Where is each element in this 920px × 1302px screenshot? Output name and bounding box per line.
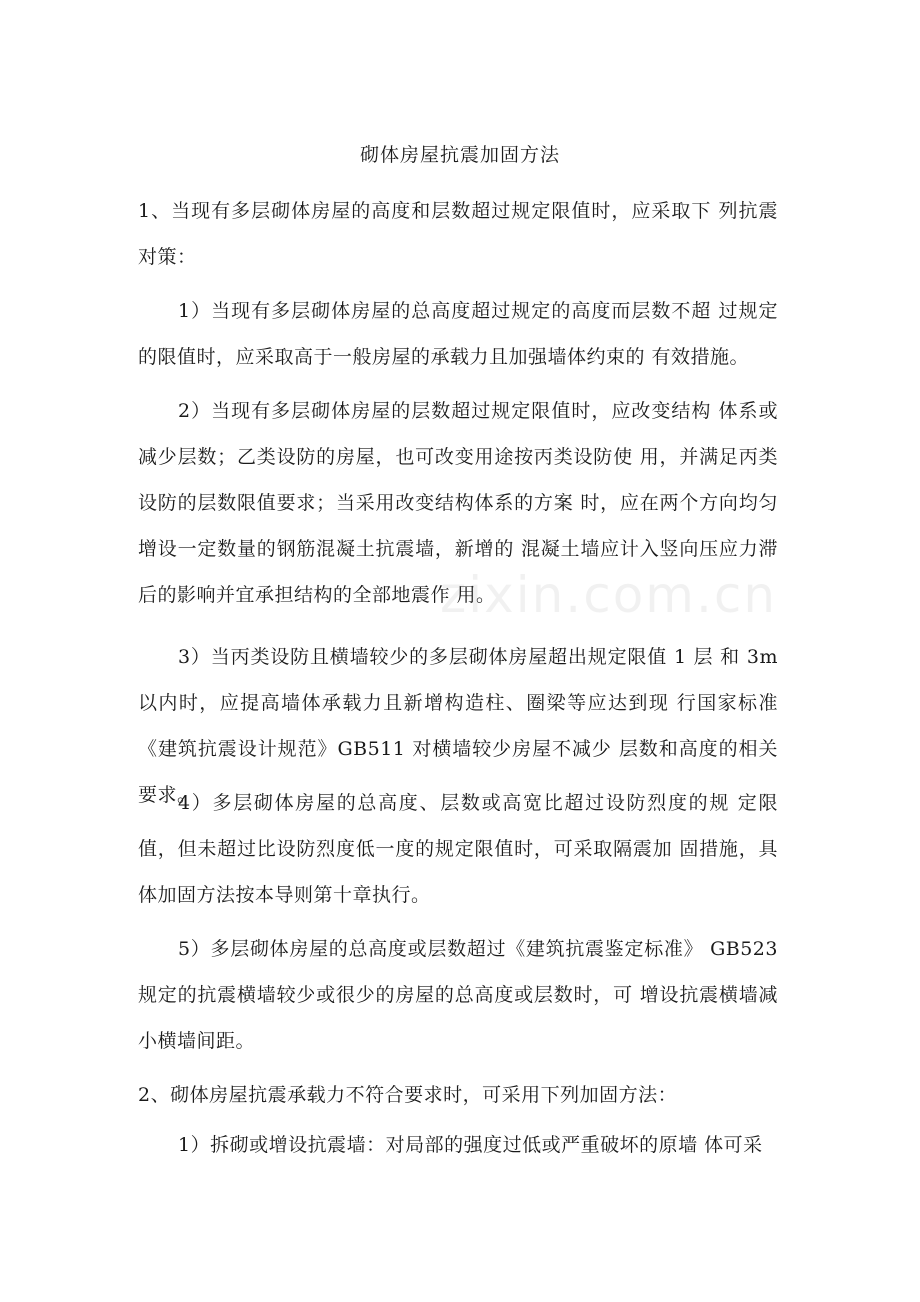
paragraph-8-text: 1）拆砌或增设抗震墙：对局部的强度过低或严重破坏的原墙 体可采 xyxy=(178,1134,763,1156)
paragraph-1-text: 1、当现有多层砌体房屋的高度和层数超过规定限值时，应采取下 列抗震对策： xyxy=(138,200,778,268)
paragraph-2-text: 1）当现有多层砌体房屋的总高度超过规定的高度而层数不超 过规定的限值时，应采取高于一般房屋的承载力且加强墙体约束的 有效措施。 xyxy=(138,300,778,368)
paragraph-3-text: 2）当现有多层砌体房屋的层数超过规定限值时，应改变结构 体系或减少层数；乙类设防的房屋，也可改变用途按丙类设防使 用，并满足丙类设防的层数限值要求；当采用改变结构体系的方案 时，应在两个方向均匀增设一定数量的钢筋混凝土抗震墙，新增的 混凝土墙应计入竖向压应力滞后的影响并宜承担结构的全部地震作 用。 xyxy=(138,400,778,606)
paragraph-4-text: 3）当丙类设防且横墙较少的多层砌体房屋超出规定限值 1 层 和 3m 以内时，应提高墙体承载力且新增构造柱、圈梁等应达到现 行国家标准《建筑抗震设计规范》GB511 对横墙较少房屋不减少 层数和高度的相关要求。 xyxy=(138,646,778,806)
paragraph-8 xyxy=(138,1122,778,1168)
paragraph-5-text: 4）多层砌体房屋的总高度、层数或高宽比超过设防烈度的规 定限值，但未超过比设防烈度低一度的规定限值时，可采取隔震加 固措施，具体加固方法按本导则第十章执行。 xyxy=(138,792,778,906)
document-title: 砌体房屋抗震加固方法 xyxy=(359,144,560,166)
paragraph-2 xyxy=(138,288,778,380)
paragraph-1 xyxy=(138,188,778,280)
paragraph-7-text: 2、砌体房屋抗震承载力不符合要求时，可采用下列加固方法： xyxy=(138,1084,678,1106)
paragraph-6-text: 5）多层砌体房屋的总高度或层数超过《建筑抗震鉴定标准》 GB523 规定的抗震横墙较少或很少的房屋的总高度或层数时，可 增设抗震横墙减小横墙间距。 xyxy=(138,938,778,1052)
paragraph-3 xyxy=(138,388,778,618)
paragraph-5 xyxy=(138,780,778,918)
watermark: zixin.com.cn xyxy=(440,566,778,624)
paragraph-6 xyxy=(138,926,778,1064)
paragraph-7 xyxy=(138,1072,778,1118)
